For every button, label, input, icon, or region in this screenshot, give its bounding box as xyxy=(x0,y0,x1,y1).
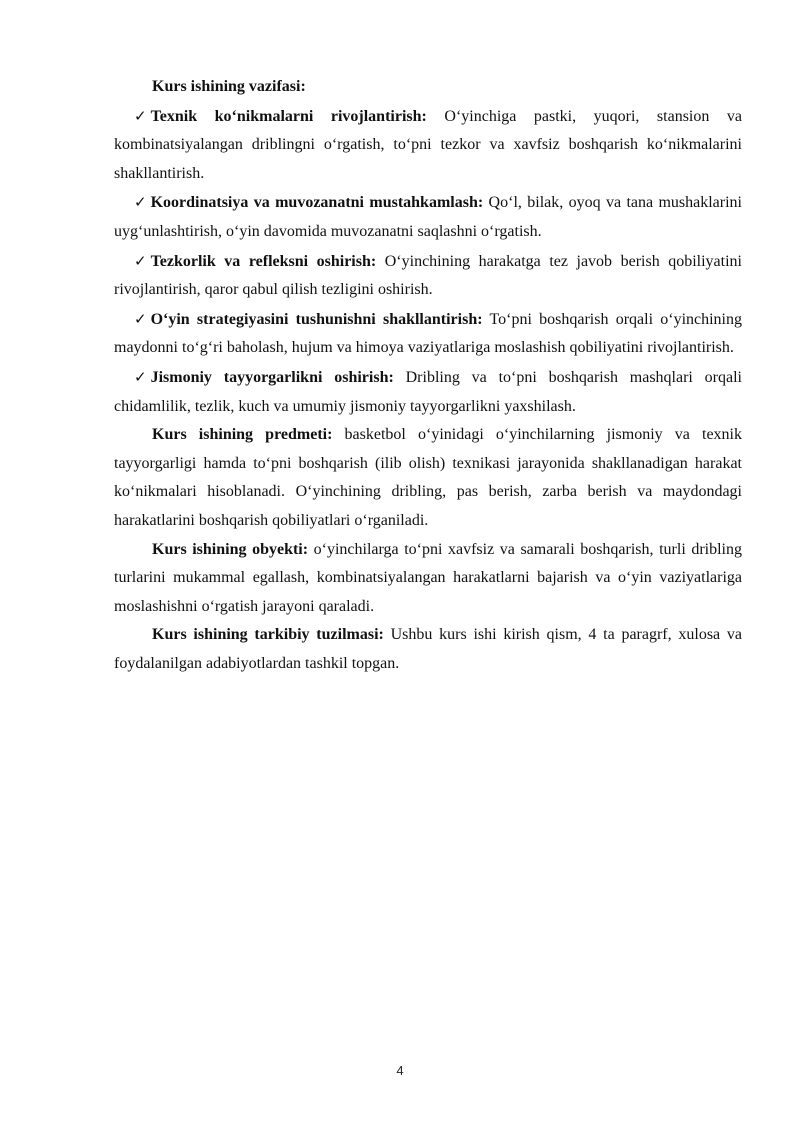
task-text: Dribling va to‘pni boshqarish mashqlari orqali chidamlilik, tezlik, kuch va umumiy jismoniy tayyorgarlikni yaxshilash. xyxy=(114,368,742,415)
task-item-game-strategy xyxy=(114,305,742,363)
task-title: Tezkorlik va refleksni oshirish: xyxy=(150,252,377,270)
structure-title: Kurs ishining tarkibiy tuzilmasi: xyxy=(152,626,384,644)
check-mark-icon: ✓ xyxy=(134,309,147,328)
check-mark-icon: ✓ xyxy=(134,367,147,386)
task-item-physical-fitness xyxy=(114,363,742,421)
task-title: O‘yin strategiyasini tushunishni shakllantirish: xyxy=(150,310,483,328)
task-item-technical-skills xyxy=(114,102,742,189)
page-body xyxy=(114,73,742,678)
check-mark-icon: ✓ xyxy=(134,106,147,125)
task-text: O‘yinchining harakatga tez javob berish qobiliyatini rivojlantirish, qaror qabul qilish tezligini oshirish. xyxy=(114,252,742,299)
subject-title: Kurs ishining predmeti: xyxy=(152,426,333,444)
object-title: Kurs ishining obyekti: xyxy=(152,540,309,558)
structure-paragraph xyxy=(114,621,742,678)
object-text: o‘yinchilarga to‘pni xavfsiz va samarali boshqarish, turli dribling turlarini mukammal egallash, kombinatsiyalangan harakatlarni bajarish va o‘yin vaziyatlariga moslashishni o‘rgatish jarayoni qaraladi. xyxy=(114,540,742,615)
task-title: Jismoniy tayyorgarlikni oshirish: xyxy=(150,368,394,386)
subject-text: basketbol o‘yinidagi o‘yinchilarning jismoniy va texnik tayyorgarligi hamda to‘pni boshqarish (ilib olish) texnikasi jarayonida shakllanadigan harakat ko‘nikmalari hisoblanadi. O‘yinchining dribling, pas berish, zarba berish va maydondagi harakatlarini boshqarish qobiliyatlari o‘rganiladi. xyxy=(114,426,742,529)
task-item-speed-reflex xyxy=(114,247,742,305)
task-text: Qo‘l, bilak, oyoq va tana mushaklarini uyg‘unlashtirish, o‘yin davomida muvozanatni saqlashni o‘rgatish. xyxy=(114,194,743,240)
task-text: To‘pni boshqarish orqali o‘yinchining maydonni to‘g‘ri baholash, hujum va himoya vaziyatlariga moslashish qobiliyatini rivojlantirish. xyxy=(114,310,743,357)
task-title: Texnik ko‘nikmalarni rivojlantirish: xyxy=(150,107,427,125)
check-mark-icon: ✓ xyxy=(134,193,147,212)
task-title: Koordinatsiya va muvozanatni mustahkamlash: xyxy=(150,194,484,212)
task-text: O‘yinchiga pastki, yuqori, stansion va kombinatsiyalangan driblingni o‘rgatish, to‘pni tezkor va xavfsiz boshqarish ko‘nikmalarini shakllantirish. xyxy=(114,107,742,182)
structure-text: Ushbu kurs ishi kirish qism, 4 ta paragrf, xulosa va foydalanilgan adabiyotlardan tashkil topgan. xyxy=(114,626,743,672)
subject-paragraph xyxy=(114,421,742,535)
tasks-heading: Kurs ishining vazifasi: xyxy=(152,78,306,95)
task-item-coordination xyxy=(114,188,742,246)
object-paragraph xyxy=(114,536,742,622)
page-number: 4 xyxy=(396,1063,404,1078)
check-mark-icon: ✓ xyxy=(134,251,147,270)
